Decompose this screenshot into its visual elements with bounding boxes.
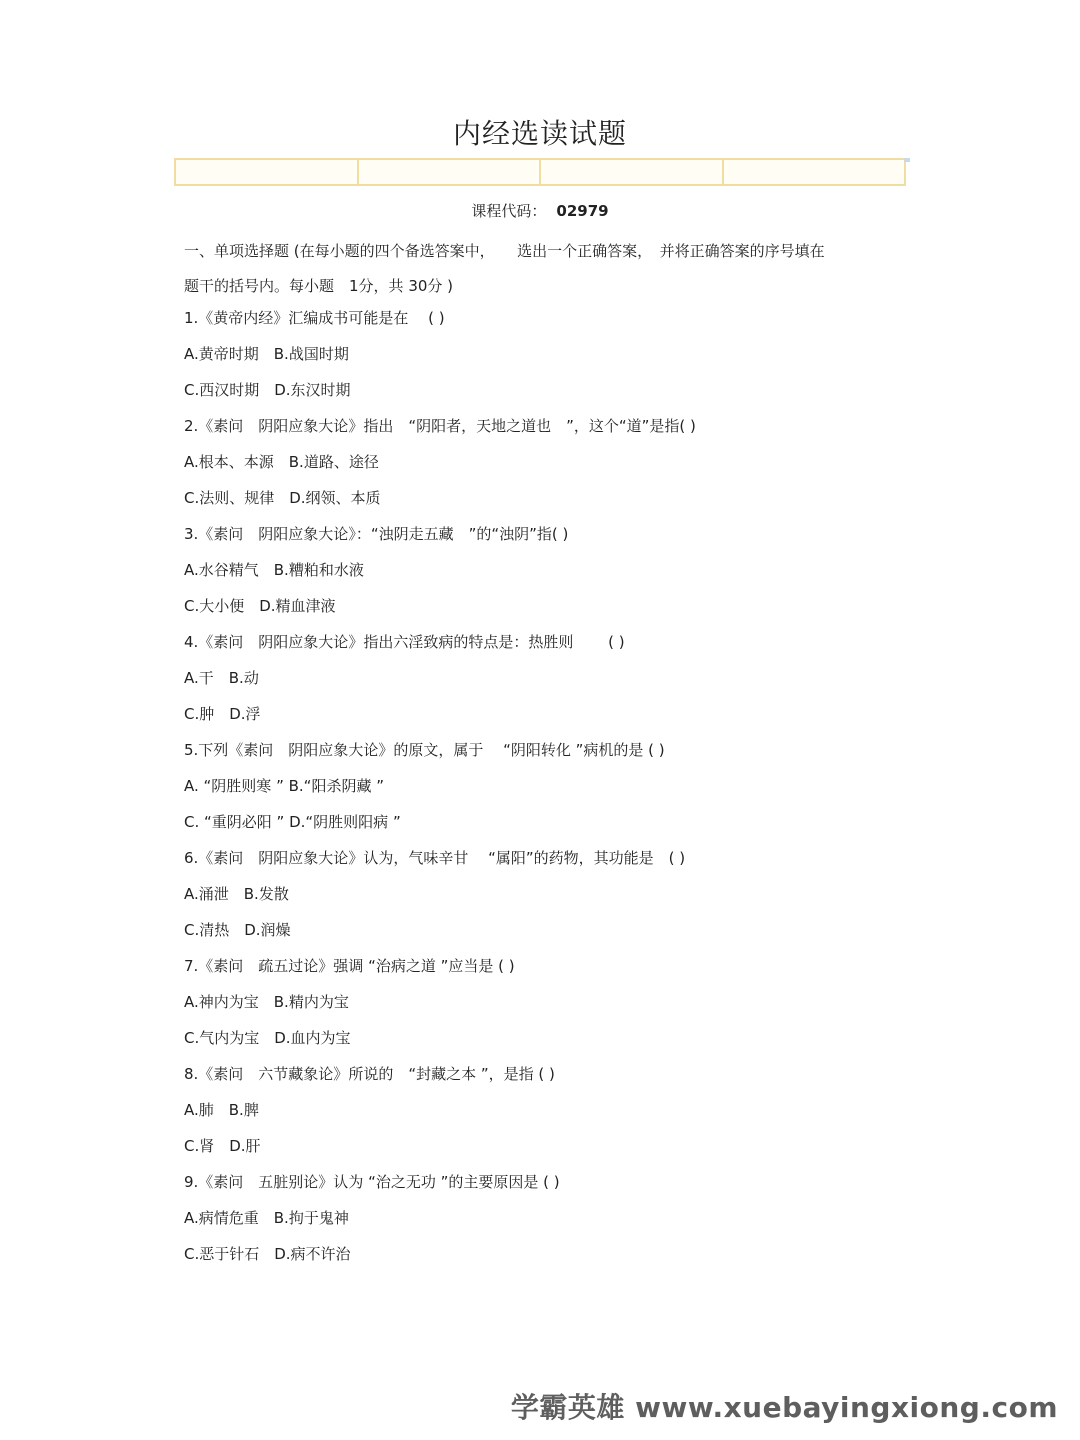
section-intro-line-1: 一、单项选择题 (在每小题的四个备选答案中， 选出一个正确答案， 并将正确答案的序号填在 <box>184 242 825 260</box>
page-title: 内经选读试题 <box>452 117 627 150</box>
question-stem: 3.《素问 阴阳应象大论》：“浊阴走五藏 ”的“浊阴”指( ) <box>184 525 569 543</box>
question-stem: 7.《素问 疏五过论》强调 “治病之道 ”应当是 ( ) <box>184 957 515 975</box>
question-3 <box>184 522 904 630</box>
section-intro-line-2: 题干的括号内。每小题 1分，共 30分 ) <box>184 277 454 295</box>
question-options-cd: C.大小便 D.精血津液 <box>184 597 336 615</box>
question-stem: 8.《素问 六节藏象论》所说的 “封藏之本 ”，是指 ( ) <box>184 1065 555 1083</box>
question-options-cd: C.肿 D.浮 <box>184 705 261 723</box>
question-stem: 2.《素问 阴阳应象大论》指出 “阴阳者，天地之道也 ”，这个“道”是指( ) <box>184 417 696 435</box>
question-options-ab: A.根本、本源 B.道路、途径 <box>184 453 379 471</box>
question-options-ab: A.水谷精气 B.糟粕和水液 <box>184 561 364 579</box>
banner-cell <box>541 160 724 184</box>
question-9 <box>184 1170 904 1278</box>
watermark: 学霸英雄 www.xuebayingxiong.com <box>510 1391 1058 1424</box>
course-code-label: 课程代码： <box>471 202 547 220</box>
question-list <box>184 234 904 1278</box>
question-options-ab: A.涌泄 B.发散 <box>184 885 289 903</box>
question-stem: 4.《素问 阴阳应象大论》指出六淫致病的特点是：热胜则 ( ) <box>184 633 625 651</box>
question-6 <box>184 846 904 954</box>
question-options-cd: C.法则、规律 D.纲领、本质 <box>184 489 381 507</box>
question-7 <box>184 954 904 1062</box>
question-options-ab: A. “阴胜则寒 ” B.“阳杀阴藏 ” <box>184 777 384 795</box>
course-code-value: 02979 <box>556 202 609 220</box>
question-2 <box>184 414 904 522</box>
banner-cell <box>724 160 905 184</box>
banner-cell <box>176 160 359 184</box>
question-options-cd: C.西汉时期 D.东汉时期 <box>184 381 351 399</box>
question-options-ab: A.干 B.动 <box>184 669 259 687</box>
question-options-ab: A.神内为宝 B.精内为宝 <box>184 993 349 1011</box>
question-stem: 6.《素问 阴阳应象大论》认为，气味辛甘 “属阳”的药物，其功能是 ( ) <box>184 849 686 867</box>
question-options-cd: C.清热 D.润燥 <box>184 921 291 939</box>
question-stem: 5.下列《素问 阴阳应象大论》的原文，属于 “阴阳转化 ”病机的是 ( ) <box>184 741 665 759</box>
question-options-ab: A.病情危重 B.拘于鬼神 <box>184 1209 349 1227</box>
banner-edge-mark <box>904 158 910 162</box>
course-code <box>0 200 1080 221</box>
question-options-cd: C.肾 D.肝 <box>184 1137 261 1155</box>
question-5 <box>184 738 904 846</box>
question-4 <box>184 630 904 738</box>
question-stem: 9.《素问 五脏别论》认为 “治之无功 ”的主要原因是 ( ) <box>184 1173 560 1191</box>
banner-cell <box>359 160 542 184</box>
question-options-cd: C. “重阴必阳 ” D.“阴胜则阳病 ” <box>184 813 401 831</box>
question-options-ab: A.黄帝时期 B.战国时期 <box>184 345 349 363</box>
question-1 <box>184 306 904 414</box>
question-8 <box>184 1062 904 1170</box>
question-stem: 1.《黄帝内经》汇编成书可能是在 ( ) <box>184 309 445 327</box>
header-banner <box>174 158 906 186</box>
question-options-cd: C.恶于针石 D.病不许治 <box>184 1245 351 1263</box>
section-intro <box>184 234 904 304</box>
question-options-cd: C.气内为宝 D.血内为宝 <box>184 1029 351 1047</box>
question-options-ab: A.肺 B.脾 <box>184 1101 259 1119</box>
